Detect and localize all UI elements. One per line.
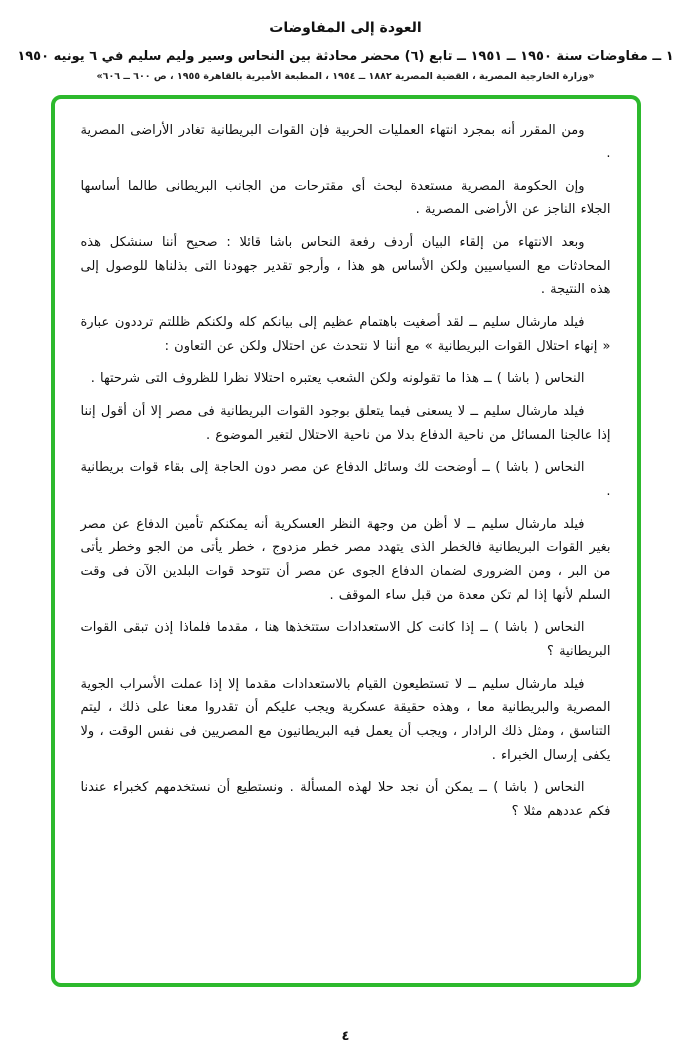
paragraph: فيلد مارشال سليم ــ لقد أصغيت باهتمام عظيم إلى بيانكم كله ولكنكم ظللتم ترددون عبارة « إنهاء احتلال القوات البريطانية » مع أننا لا نتحدث عن احتلال ولكن عن التعاون : — [80, 315, 611, 354]
paragraph: النحاس ( باشا ) ــ هذا ما تقولونه ولكن الشعب يعتبره احتلالا نظرا للظروف التى شرحتها . — [90, 371, 585, 387]
document-heading: ١ ــ مفاوضات سنة ١٩٥٠ ــ ١٩٥١ ــ تابع (٦) محضر محادثة بين النحاس وسير وليم سليم في ٦ يونيه ١٩٥٠ — [17, 49, 674, 64]
source-note: «وزارة الخارجية المصرية ، القضية المصرية ١٨٨٢ ــ ١٩٥٤ ، المطبعة الأميرية بالقاهرة ١٩٥٥ ، ص ٦٠٠ ــ ٦٠٦» — [96, 70, 595, 82]
paragraph: فيلد مارشال سليم ــ لا يسعنى فيما يتعلق بوجود القوات البريطانية فى مصر إلا أن أقول إننا إذا عالجنا المسائل من ناحية الدفاع بدلا من ناحية الاحتلال لتغير الموضوع . — [80, 404, 611, 443]
paragraph: فيلد مارشال سليم ــ لا تستطيعون القيام بالاستعدادات مقدما إلا إذا عملت الأسراب الجوية المصرية والبريطانية معا ، وهذه حقيقة عسكرية ويجب عليكم أن تقدروا معنا على ذلك ، ليتم التناسق ، ومثل ذلك الرادار ، ويجب أن يعمل فيه البريطانيون مع المصريين فى نفس الوقت ، ولا يكفى إرسال الخبراء . — [80, 676, 611, 763]
paragraph: وإن الحكومة المصرية مستعدة لبحث أى مقترحات من الجانب البريطانى طالما أساسها الجلاء الناجز عن الأراضى المصرية . — [80, 178, 611, 218]
paragraph: فيلد مارشال سليم ــ لا أظن من وجهة النظر العسكرية أنه يمكنكم تأمين الدفاع عن مصر بغير القوات البريطانية فالخطر الذى يتهدد مصر خطر مزدوج ، خطر يأتى من الجو وخطر يأتى من البر ، ومن الضرورى لضمان الدفاع الجوى عن مصر أن تتوحد قوات البلدين الآن فى وقت السلم لأنها إذا لم تكن معدة من قبل ساء الموقف . — [80, 516, 611, 603]
paragraph: النحاس ( باشا ) ــ إذا كانت كل الاستعدادات ستتخذها هنا ، مقدما فلماذا إذن تبقى القوات البريطانية ؟ — [80, 620, 611, 659]
content-frame — [51, 95, 641, 987]
page-number: ٤ — [341, 1029, 350, 1044]
paragraph: ومن المقرر أنه بمجرد انتهاء العمليات الحربية فإن القوات البريطانية تغادر الأراضى المصرية . — [80, 122, 611, 162]
paragraph: وبعد الانتهاء من إلقاء البيان أردف رفعة النحاس باشا قائلا : صحيح أننا سنشكل هذه المحادثات مع السياسيين ولكن الأساس هو هذا ، وأرجو تقدير جهودنا التى بذلناها للوصول إلى هذه النتيجة . — [80, 235, 611, 298]
page-title: العودة إلى المفاوضات — [269, 20, 422, 36]
paragraph: النحاس ( باشا ) ــ أوضحت لك وسائل الدفاع عن مصر دون الحاجة إلى بقاء قوات بريطانية . — [80, 460, 611, 500]
paragraph: النحاس ( باشا ) ــ يمكن أن نجد حلا لهذه المسألة . ونستطيع أن نستخدمهم كخبراء عندنا فكم عددهم مثلا ؟ — [80, 780, 611, 819]
